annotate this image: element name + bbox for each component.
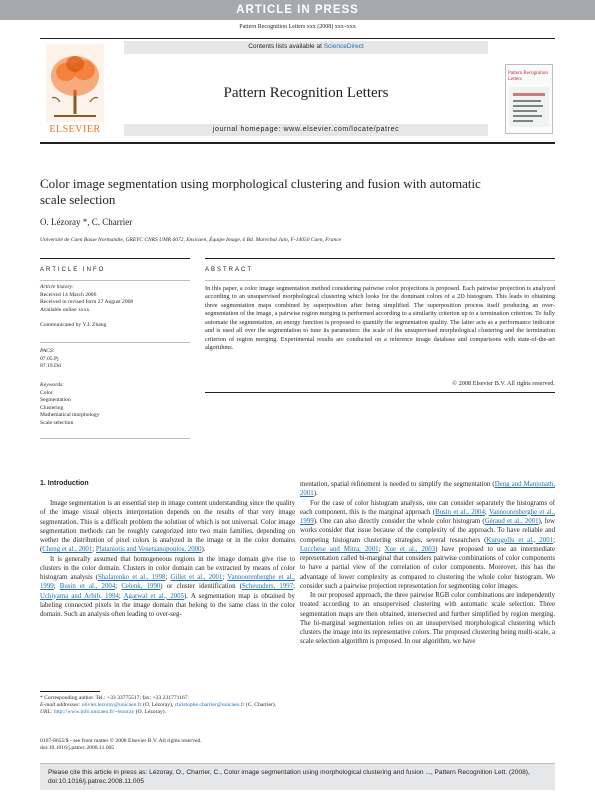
body-text: Image segmentation is an essential step in image content understanding since the quality of the image visual objects interpretation depends on the results of that very image segmentation. This is a difficult problem the solution of which is not universal. Color image segmentation methods can be roughly categorized into two main families, depending on wether the distribution of pixel colors is analyzed in the image or in the color domains (	[40, 500, 295, 554]
pacs-block	[40, 348, 190, 371]
body-text: ;	[53, 583, 60, 591]
citation-link[interactable]: Xue et al., 2003	[384, 545, 436, 553]
journal-cover-thumbnail-icon	[505, 64, 553, 134]
body-text: ;	[378, 545, 385, 553]
doi-line: doi:10.1016/j.patrec.2008.11.005	[40, 745, 115, 751]
keywords-label: Keywords:	[40, 382, 65, 388]
citation-link[interactable]: Scheunders, 1997	[241, 583, 294, 591]
keyword: Mathematical morphology	[40, 412, 100, 418]
header-rule-bottom	[40, 142, 555, 144]
contents-availability: Contents lists available at ScienceDirect	[248, 43, 364, 50]
footnotes	[40, 695, 295, 716]
citation-link[interactable]: Lucchese and Mitra, 2001	[300, 545, 379, 553]
sciencedirect-link[interactable]: ScienceDirect	[323, 43, 364, 50]
body-text: ;	[222, 574, 228, 581]
pacs-label: PACS:	[40, 348, 55, 354]
keyword: Color	[40, 389, 53, 396]
publisher-name: ELSEVIER	[49, 124, 101, 135]
citation-link[interactable]: Géraud et al., 2001	[484, 518, 539, 525]
body-paragraph	[40, 555, 295, 620]
email-link[interactable]: olivier.lezoray@unicaen.fr	[81, 702, 142, 708]
body-text: ), few works consider that issue because of the complexity of the approach. To have reliable and competing histogram clustering strategies, several researchers (	[300, 518, 555, 544]
body-text: mentation, spatial refinement is needed to simplify the segmentation (	[300, 481, 495, 488]
cover-art	[509, 87, 549, 127]
citation-link[interactable]: Plataniotis and Venetsanopoulos, 2000	[95, 546, 202, 554]
url-line: URL: http://www.info.unicaen.fr/~lezoray (O. Lézoray).	[40, 709, 167, 715]
body-paragraph	[300, 499, 555, 592]
body-paragraph	[40, 499, 295, 555]
footnote-rule	[40, 691, 100, 692]
keyword: Clustering	[40, 404, 64, 411]
body-text: In our proposed approach, the three pairwise RGB color combinations are independently treated according to an unsupervised clustering with automatic scale selection. Three segmentation maps are then obtained, intersected and further simplified by region merging. The bi-marginal segmentation relies on an unsupervised morphological clustering which clusters the image into its representative colors. The proposed clustering being multi-scale, a scale selection algorithm is proposed. In our algorithm, we have	[300, 592, 555, 646]
body-text: ;	[92, 546, 96, 554]
body-column-left	[40, 499, 295, 619]
body-text: ) or cluster identification (	[160, 583, 242, 591]
authors: O. Lézoray *, C. Charrier	[40, 217, 133, 227]
journal-homepage: journal homepage: www.elsevier.com/locate/patrec	[212, 126, 400, 133]
history-label: Article history:	[40, 284, 75, 290]
body-text: ;	[484, 508, 489, 516]
communicated-by: Communicated by Y.J. Zhang	[40, 322, 107, 328]
body-text: It is generally assumed that homogeneous regions in the image domain give rise to clusters in the color domain. Clusters in color domain can be extracted by means of color histogram analysis (	[40, 555, 295, 581]
received-date: Received 14 March 2006	[40, 291, 97, 298]
journal-title: Pattern Recognition Letters	[223, 85, 389, 101]
info-thin-rule-3	[40, 438, 190, 439]
abstract-end-rule	[205, 392, 555, 393]
homepage-url[interactable]: www.elsevier.com/locate/patrec	[283, 126, 400, 133]
body-text: ) have proposed to use an intermediate representation called bi-marginal that considers pairwise combinations of color components to have a partial view of the correlation of color components. Moreover, this has the advantage of lower complexity as compared to clustering the whole color histogram. We consider such a pairwise projection representation for segmenting color images.	[300, 545, 555, 590]
citation-link[interactable]: Vannoorenberghe et al., 1999	[300, 508, 555, 525]
info-thin-rule	[40, 280, 190, 281]
keyword: Segmentation	[40, 397, 71, 403]
citation-link[interactable]: Vannoorenberghe et al., 1999	[40, 574, 295, 591]
citation-box: Please cite this article in press as: Lézoray, O., Charrier, C., Color image segmentation using morphological clustering and fusion ..., Pattern Recognition Lett. (2008), doi:10.1016/j.patrec.2008.11.005	[40, 763, 555, 790]
abstract-text: In this paper, a color image segmentation method considering pairwise color projections is proposed. Each pairwise projection is analyzed according to an unsupervised morphological clustering which looks for the dominant colors of a 2D histogram. This leads to obtaining three segmentation maps combined by superposition after being simplified. The superposition process itself producing an over-segmentation of the image, a pairwise region merging is performed according to a similarity criterion up to a termination criterion. To fully automate the segmentation, an energy function is proposed to quantify the segmentation quality. The latter acts as a performance indicator and is used all over the segmentation to tune its parameters: the scale of the unsupervised morphological clustering and the termination criterion of region merging. Experimental results are conducted on a reference image database and comparisons with state-of-the-art algorithms.	[205, 285, 555, 352]
body-text: ;	[293, 583, 295, 591]
article-title: Color image segmentation using morphological clustering and fusion with automatic scale selection	[40, 176, 481, 207]
citation-link[interactable]: Busin et al., 2004	[59, 583, 116, 591]
email-link[interactable]: christophe.charrier@unicaen.fr	[174, 702, 245, 708]
pacs-code: 07.05.Pj	[40, 355, 59, 362]
issn-doi	[40, 738, 295, 752]
body-text: ;	[553, 536, 555, 544]
email-line: E-mail addresses: olivier.lezoray@unicaen.fr (O. Lézoray), christophe.charrier@unicaen.fr (C. Charrier).	[40, 702, 277, 708]
keywords-block	[40, 382, 190, 427]
body-text: For the case of color histogram analysis, one can consider separately the histograms of each component, this is the marginal approach (	[300, 499, 555, 516]
info-rule	[40, 258, 190, 259]
affiliation: Université de Caen Basse Normandie, GREYC CNRS UMR 6072, Ensicaen, Équipe Image, 6 Bd. Maréchal Juin, F-14050 Caen, France	[40, 237, 342, 243]
corresponding-author: * Corresponding author. Tel.: +33 33775517; fax: +33 231771167.	[40, 695, 190, 701]
body-paragraph	[300, 591, 555, 647]
body-text: ).	[313, 490, 318, 498]
pacs-code: 87.19.Dd	[40, 363, 61, 369]
citation-link[interactable]: Kurugollu et al., 2001	[486, 536, 554, 544]
body-paragraph	[300, 480, 555, 499]
body-text: ). One can also directly consider the whole color histogram (	[313, 518, 485, 525]
citation-link[interactable]: Busin et al., 2004	[435, 508, 485, 516]
online-date: Available online xxxx	[40, 306, 90, 313]
copyright: © 2008 Elsevier B.V. All rights reserved.	[452, 380, 555, 387]
author-url-link[interactable]: http://www.info.unicaen.fr/~lezoray	[53, 709, 135, 715]
citation-link[interactable]: Deng and Manjunath, 2001	[300, 481, 555, 498]
body-text: ;	[165, 574, 171, 581]
revised-date: Received in revised form 27 August 2008	[40, 299, 134, 305]
citation-link[interactable]: Uchiyama and Arbib, 1994	[40, 592, 119, 600]
citation-link[interactable]: Shafarenko et al., 1998	[97, 574, 166, 581]
abstract-rule	[205, 258, 555, 259]
citation-link[interactable]: Celenk, 1990	[121, 583, 161, 591]
citation-link[interactable]: Gillet et al., 2001	[170, 574, 223, 581]
body-text: ). A segmentation map is obtained by labeling connected pixels in the image domain that belong to the same class in the color domain. Such an analysis often leading to over-seg-	[40, 592, 295, 618]
section-title: 1. Introduction	[40, 480, 89, 487]
header-rule-top	[40, 38, 555, 39]
journal-reference: Pattern Recognition Letters xxx (2008) xxx–xxx	[239, 24, 356, 30]
elsevier-tree-logo-icon	[40, 42, 110, 134]
front-matter-line: 0167-8655/$ - see front matter © 2008 Elsevier B.V. All rights reserved.	[40, 738, 202, 744]
body-text: ).	[201, 546, 206, 554]
body-text: ;	[118, 592, 124, 600]
cover-title: Pattern Recognition Letters	[508, 71, 548, 82]
citation-link[interactable]: Agarwal et al., 2005	[123, 592, 184, 600]
body-text: ;	[115, 583, 122, 591]
article-history	[40, 284, 190, 314]
citation-link[interactable]: Cheng et al., 2001	[42, 546, 93, 554]
info-thin-rule-2	[40, 342, 190, 343]
abstract-heading: ABSTRACT	[205, 267, 254, 273]
article-in-press-banner: ARTICLE IN PRESS	[0, 0, 595, 20]
article-info-heading: ARTICLE INFO	[40, 267, 106, 273]
body-column-right	[300, 480, 555, 647]
abstract-thin-rule	[205, 280, 555, 281]
keyword: Scale selection	[40, 419, 74, 426]
